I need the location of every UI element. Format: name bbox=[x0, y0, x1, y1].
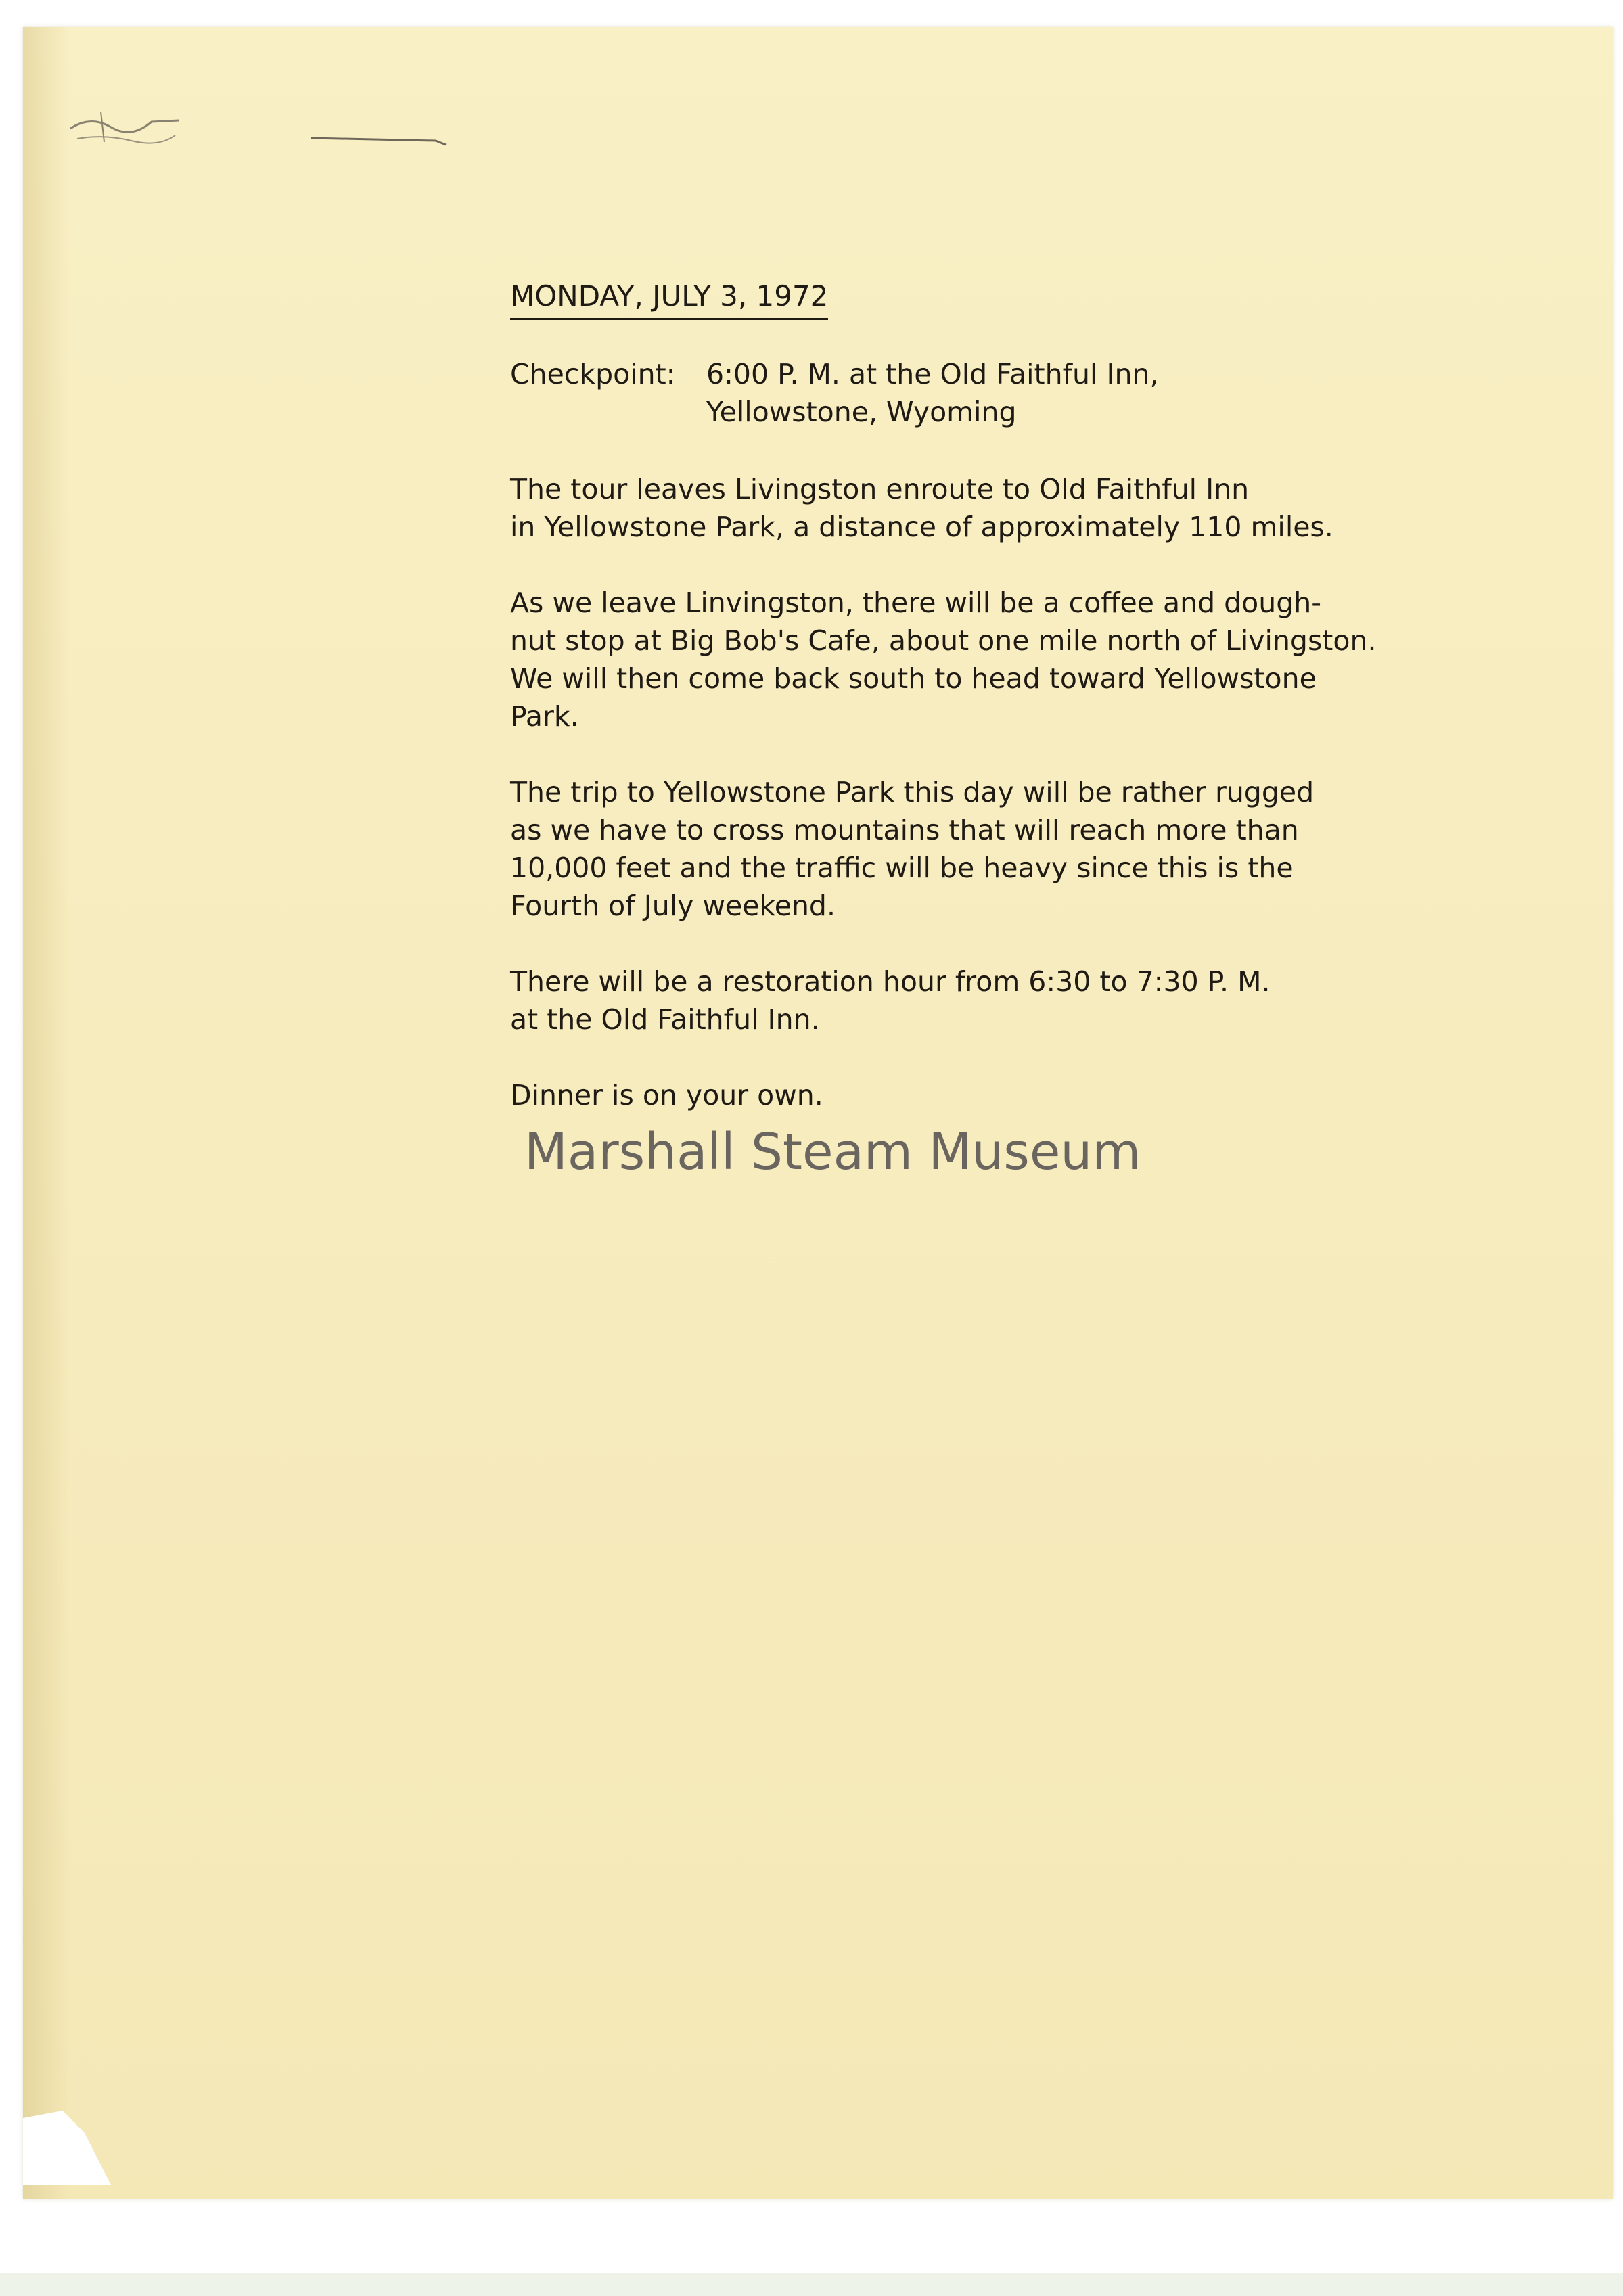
text-line: Dinner is on your own. bbox=[510, 1079, 823, 1111]
paragraph-restoration-hour bbox=[510, 963, 1430, 1038]
checkpoint-label: Checkpoint: bbox=[510, 358, 676, 390]
paragraph-coffee-stop bbox=[510, 584, 1430, 735]
text-line: There will be a restoration hour from 6:30 to 7:30 P. M. bbox=[510, 965, 1271, 998]
paragraph-dinner bbox=[510, 1076, 1430, 1114]
text-line: The tour leaves Livingston enroute to Old Faithful Inn bbox=[510, 473, 1250, 505]
text-line: as we have to cross mountains that will reach more than bbox=[510, 814, 1299, 846]
text-line: at the Old Faithful Inn. bbox=[510, 1003, 820, 1036]
text-line: 10,000 feet and the traffic will be heavy since this is the bbox=[510, 852, 1294, 884]
checkpoint-line: Yellowstone, Wyoming bbox=[706, 396, 1017, 428]
text-line: The trip to Yellowstone Park this day will be rather rugged bbox=[510, 776, 1315, 808]
torn-corner bbox=[23, 2111, 111, 2185]
date-heading: MONDAY, JULY 3, 1972 bbox=[510, 277, 828, 320]
paragraph-route bbox=[510, 470, 1430, 546]
document-body bbox=[510, 277, 1430, 1152]
pencil-scribble-icon bbox=[64, 101, 185, 149]
paragraph-trip-conditions bbox=[510, 773, 1430, 925]
text-line: We will then come back south to head toward Yellowstone bbox=[510, 662, 1317, 695]
text-line: Fourth of July weekend. bbox=[510, 890, 836, 922]
text-line: in Yellowstone Park, a distance of approximately 110 miles. bbox=[510, 511, 1333, 543]
text-line: Park. bbox=[510, 700, 579, 733]
paper-edge-shadow bbox=[23, 27, 70, 2199]
text-line: As we leave Linvingston, there will be a coffee and dough- bbox=[510, 587, 1322, 619]
checkpoint-value bbox=[706, 355, 1159, 431]
checkpoint-block bbox=[510, 355, 1430, 431]
document-page bbox=[23, 27, 1613, 2199]
pencil-line-icon bbox=[307, 129, 449, 149]
text-line: nut stop at Big Bob's Cafe, about one mile north of Livingston. bbox=[510, 624, 1377, 657]
bottom-strip bbox=[0, 2273, 1623, 2296]
museum-watermark: Marshall Steam Museum bbox=[524, 1123, 1141, 1181]
checkpoint-line: 6:00 P. M. at the Old Faithful Inn, bbox=[706, 358, 1159, 390]
